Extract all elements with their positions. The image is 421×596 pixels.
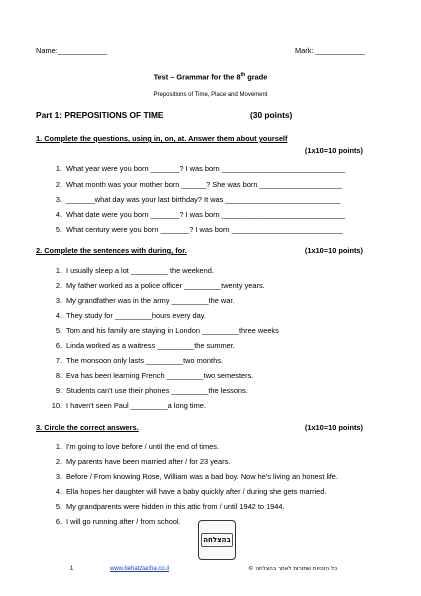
section1-heading: 1. Complete the questions, using in, on, at. Answer them about yourself xyxy=(36,134,288,143)
title-prefix: Test – Grammar for the 8 xyxy=(153,72,241,82)
page-number: 1 xyxy=(70,566,74,572)
part1-title: Part 1: PREPOSITIONS OF TIME xyxy=(36,110,164,120)
logo-text: בהצלחה xyxy=(201,533,233,547)
list-item: 5. Tom and his family are staying in London _________three weeks xyxy=(55,326,279,335)
list-item: 7. The monsoon only lasts _________two months. xyxy=(55,356,223,365)
list-item: 6. I will go running after / from school. xyxy=(55,517,181,526)
list-item: 2. My father worked as a police officer _________twenty years. xyxy=(55,281,265,290)
list-item: 3. _______what day was your last birthday? It was ____________________________ xyxy=(55,195,341,204)
website-link[interactable]: www.behatzlacha.co.il xyxy=(110,566,170,572)
list-item: 1. I usually sleep a lot _________ the weekend. xyxy=(55,266,214,275)
part1-points: (30 points) xyxy=(250,110,293,120)
list-item: 8. Eva has been learning French _________two semesters. xyxy=(55,371,254,380)
section2-heading: 2. Complete the sentences with during, for. xyxy=(36,246,187,255)
list-item: 5. My grandparents were hidden in this attic from / until 1942 to 1944. xyxy=(55,502,285,511)
list-item: 2. My parents have been married after / for 23 years. xyxy=(55,457,231,466)
list-item: 4. Ella hopes her daughter will have a baby quickly after / during she gets married. xyxy=(55,487,327,496)
behatzlacha-logo xyxy=(198,520,236,560)
list-item: 6. Linda worked as a waitress _________the summer. xyxy=(55,341,235,350)
name-field-label: Name:____________ xyxy=(36,46,108,55)
section2-points: (1x10=10 points) xyxy=(304,246,363,255)
list-item: 4. They study for _________hours every day. xyxy=(55,311,206,320)
list-item: 5. What century were you born _______? I was born ___________________________ xyxy=(55,225,343,234)
list-item: 10. I haven't seen Paul _________a long time. xyxy=(51,401,206,410)
list-item: 1. What year were you born _______? I was born ______________________________ xyxy=(55,164,346,173)
list-item: 3. Before / From knowing Rose, William was a bad boy. Now he's living an honest life. xyxy=(55,472,338,481)
section3-heading: 3. Circle the correct answers. xyxy=(36,423,139,432)
section1-points: (1x10=10 points) xyxy=(304,146,363,155)
title-suffix: grade xyxy=(245,72,268,82)
title-sup: th xyxy=(240,72,246,78)
mark-field-label: Mark: ____________ xyxy=(295,46,365,55)
list-item: 2. What month was your mother born ______? She was born ____________________ xyxy=(55,180,342,189)
list-item: 1. I'm going to love before / until the end of times. xyxy=(55,442,220,451)
page-subtitle: Prepositions of Time, Place and Movement xyxy=(153,92,268,98)
copyright-text: כל הזכויות שמורות לאתר בהצלחה © xyxy=(248,566,338,572)
list-item: 3. My grandfather was in the army _________the war. xyxy=(55,296,235,305)
page-title xyxy=(0,72,421,81)
section3-points: (1x10=10 points) xyxy=(304,423,363,432)
list-item: 9. Students can't use their phones _________the lessons. xyxy=(55,386,248,395)
list-item: 4. What date were you born _______? I was born ______________________________ xyxy=(55,210,346,219)
